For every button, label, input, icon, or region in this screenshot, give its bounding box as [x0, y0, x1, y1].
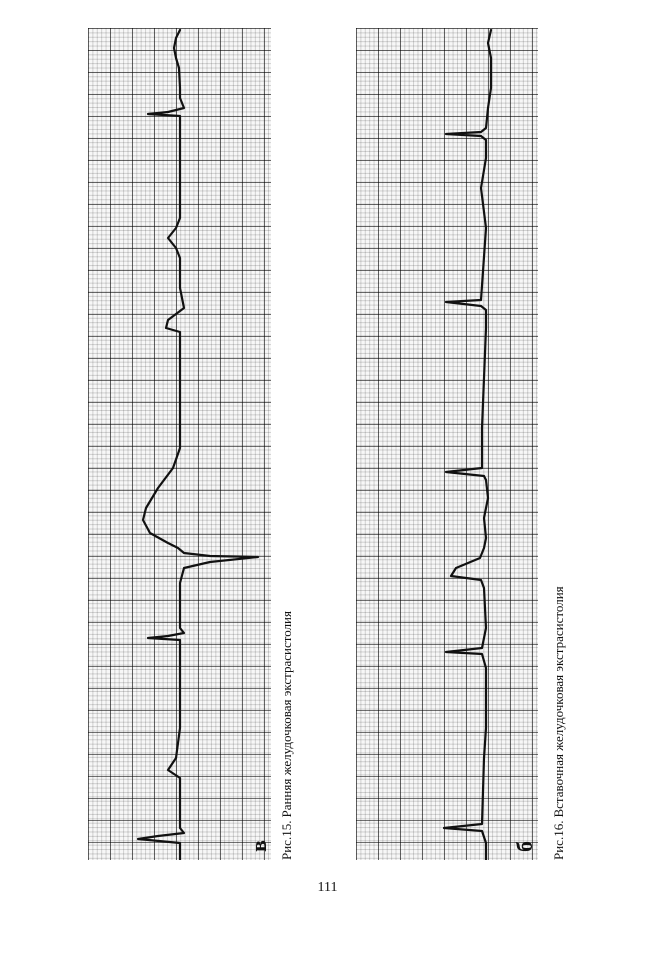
ecg-strip-figure-16: [356, 28, 538, 860]
figure-caption: [551, 586, 567, 860]
caption-text: Ранняя желудочковая экстрасистолия: [279, 611, 294, 818]
ecg-strip-figure-15: [88, 28, 271, 860]
panel-letter: в: [246, 840, 271, 852]
ecg-trace-figure-16: [356, 28, 538, 860]
caption-number: Рис.16.: [551, 820, 566, 860]
caption-number: Рис.15.: [279, 820, 294, 860]
panel-letter: б: [512, 841, 537, 852]
caption-text: Вставочная желудочковая экстрасистолия: [551, 586, 566, 818]
figure-caption: [279, 611, 295, 860]
page-number: 111: [317, 880, 338, 895]
ecg-trace-figure-15: [88, 28, 271, 860]
